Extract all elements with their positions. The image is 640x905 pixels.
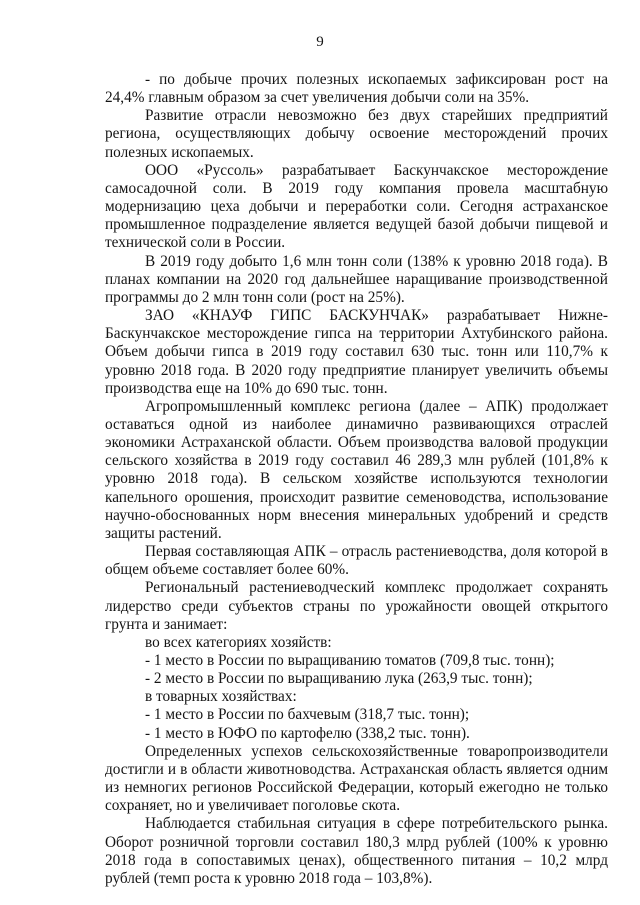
paragraph-mining-growth: - по добыче прочих полезных ископаемых зафиксирован рост на 24,4% главным образом за счет увеличения добычи соли на 35%.	[105, 71, 608, 107]
paragraph-industry-enterprises: Развитие отрасли невозможно без двух старейших предприятий региона, осуществляющих добычу освоение месторождений прочих полезных ископаемых.	[105, 107, 608, 161]
list-item-onions: - 2 место в России по выращиванию лука (263,9 тыс. тонн);	[145, 670, 533, 688]
list-item-melons: - 1 место в России по бахчевым (318,7 тыс. тонн);	[145, 706, 470, 724]
paragraph-crop-leadership: Региональный растениеводческий комплекс продолжает сохранять лидерство среди субъектов страны по урожайности овощей открытого грунта и занимает:	[105, 579, 608, 633]
paragraph-livestock: Определенных успехов сельскохозяйственные товаропроизводители достигли и в области животноводства. Астраханская область является одним из немногих регионов Российской Федерации, который ежегодно не только сохраняет, но и увеличивает поголовье скота.	[105, 742, 608, 815]
paragraph-consumer-market: Наблюдается стабильная ситуация в сфере потребительского рынка. Оборот розничной торговли составил 180,3 млрд рублей (100% к уровню 2018 года в сопоставимых ценах), общественного питания – 10,2 млрд рублей (темп роста к уровню 2018 года – 103,8%).	[105, 815, 608, 887]
paragraph-russol: ООО «Руссоль» разрабатывает Баскунчакское месторождение самосадочной соли. В 2019 году компания провела масштабную модернизацию цеха добычи и переработки соли. Сегодня астраханское промышленное подразделение является ведущей базой добычи пищевой и технической соли в России.	[105, 161, 608, 252]
page-number: 9	[316, 34, 324, 50]
paragraph-knauf: ЗАО «КНАУФ ГИПС БАСКУНЧАК» разрабатывает Нижне-Баскунчакское месторождение гипса на территории Ахтубинского района. Объем добычи гипса в 2019 году составил 630 тыс. тонн или 110,7% к уровню 2018 года. В 2020 году предприятие планирует увеличить объемы производства еще на 10% до 690 тыс. тонн.	[105, 307, 608, 397]
list-heading-all-categories: во всех категориях хозяйств:	[145, 633, 332, 651]
list-item-potatoes: - 1 место в ЮФО по картофелю (338,2 тыс. тонн).	[145, 724, 470, 742]
list-heading-commercial-farms: в товарных хозяйствах:	[145, 688, 297, 706]
paragraph-salt-output: В 2019 году добыто 1,6 млн тонн соли (138% к уровню 2018 года). В планах компании на 2020 год дальнейшее наращивание производственной программы до 2 млн тонн соли (рост на 25%).	[105, 252, 608, 306]
document-body	[105, 71, 608, 888]
paragraph-agro-complex: Агропромышленный комплекс региона (далее – АПК) продолжает оставаться одной из наиболее динамично развивающихся отраслей экономики Астраханской области. Объем производства валовой продукции сельского хозяйства в 2019 году составил 46 289,3 млн рублей (101,8% к уровню 2018 года). В сельском хозяйстве используются технологии капельного орошения, происходит развитие семеноводства, использование научно-обоснованных норм внесения минеральных удобрений и средств защиты растений.	[105, 397, 608, 542]
paragraph-crop-share: Первая составляющая АПК – отрасль растениеводства, доля которой в общем объеме составляет более 60%.	[105, 543, 608, 579]
list-item-tomatoes: - 1 место в России по выращиванию томатов (709,8 тыс. тонн);	[145, 652, 555, 669]
